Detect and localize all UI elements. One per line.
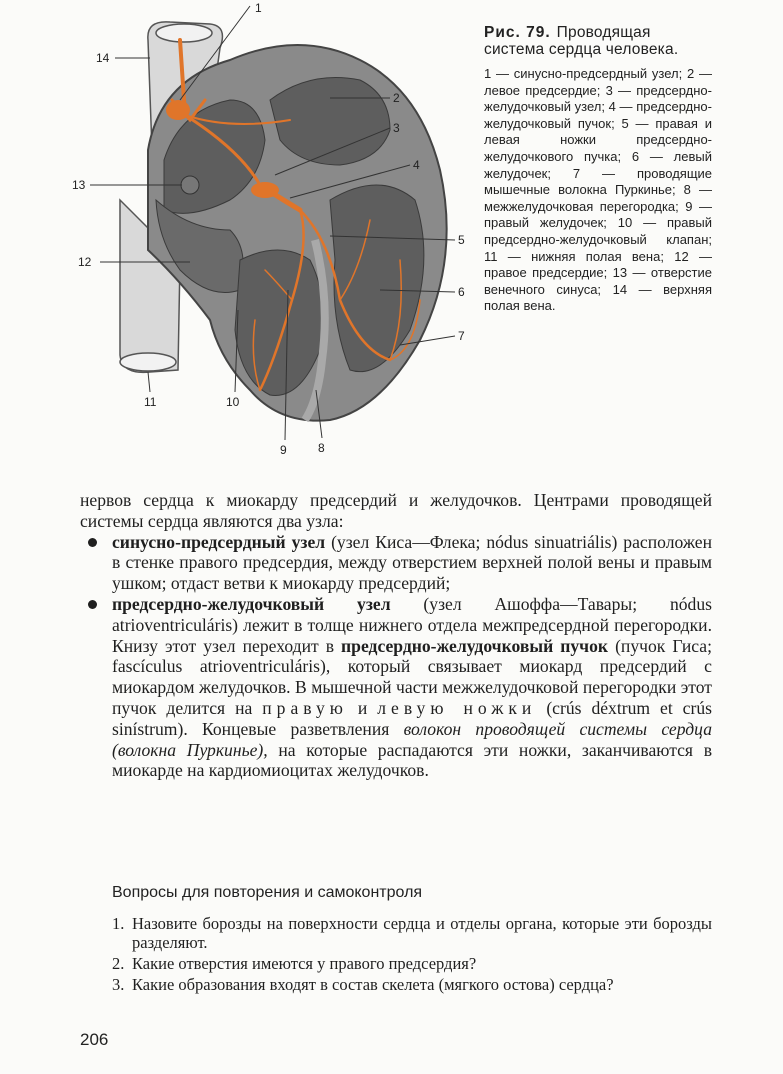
- list-item: [80, 594, 712, 781]
- sinoatrial-description: (узел Киса—Флека; nódus sinuatriális) расположен в стенке правого предсердия, между отверстием верхней полой вены и правым ушком; отдаст ветви к миокарду предсердий;: [112, 531, 712, 594]
- question-text: Какие отверстия имеются у правого предсердия?: [132, 954, 477, 973]
- questions-heading: Вопросы для повторения и самоконтроля: [112, 884, 423, 901]
- figure-label-6: 6: [458, 285, 465, 299]
- bullet-icon: [88, 538, 97, 547]
- figure-label-9: 9: [280, 443, 287, 457]
- figure-label-11: 11: [144, 395, 157, 409]
- av-bundle-description: (пучок Гиса; fascículus atrioventriculáris), который связывает миокард предсердий с миокардом желудочков. В мышечной части межжелудочковой перегородки этот пучок делится на: [112, 635, 712, 718]
- caption-legend: 1 — синусно-предсердный узел; 2 — левое предсердие; 3 — предсердно-желудочковый узел; 4 — предсердно-желудочковый пучок; 5 — правая и левая ножки предсердно-желудочкового пучка; 6 — левый желудочек; 7 — проводящие мышечные волокна Пуркинье; 8 — межжелудочковая перегородка; 9 — правый желудочек; 10 — правый предсердно-желудочковый клапан; 11 — нижняя полая вена; 12 — правое предсердие; 13 — отверстие венечного синуса; 14 — верхняя полая вена.: [484, 66, 712, 314]
- conjunction: и: [347, 697, 378, 718]
- term-av-bundle: предсердно-желудочковый пучок: [341, 635, 609, 656]
- question-number: 2.: [112, 954, 125, 973]
- figure-caption: [484, 24, 712, 315]
- figure-label-7: 7: [458, 329, 465, 343]
- page-number: 206: [80, 1030, 109, 1049]
- figure-label-1: 1: [255, 1, 262, 15]
- av-node-description: (узел Ашоффа—Тавары; nódus atrioventriculáris) лежит в толще нижнего отдела межпредсердной перегородки. Книзу этот узел переходит в: [112, 593, 712, 656]
- bullet-icon: [88, 600, 97, 609]
- figure-label-12: 12: [78, 255, 92, 269]
- spaced-word-left: левую ножки: [377, 697, 537, 718]
- figure-number-labels: [60, 0, 490, 470]
- node-list: [80, 532, 712, 782]
- figure-label-8: 8: [318, 441, 325, 455]
- figure-label-14: 14: [96, 51, 110, 65]
- intro-paragraph: нервов сердца к миокарду предсердий и желудочков. Центрами проводящей системы сердца являются два узла:: [80, 490, 712, 531]
- term-purkinje-fibers: волокон проводящей системы сердца (волокна Пуркинье),: [112, 718, 712, 760]
- figure-label-3: 3: [393, 121, 400, 135]
- list-item: [80, 532, 712, 594]
- caption-title: [484, 24, 712, 58]
- term-sinoatrial-node: синусно-предсердный узел: [112, 531, 326, 552]
- question-text: Назовите борозды на поверхности сердца и отделы органа, которые эти борозды разделяют.: [132, 914, 712, 952]
- spaced-word-right: правую: [262, 697, 348, 718]
- figure-label-4: 4: [413, 158, 420, 172]
- list-item: [80, 954, 712, 973]
- question-number: 3.: [112, 975, 125, 994]
- question-text: Какие образования входят в состав скелета (мягкого остова) сердца?: [132, 975, 614, 994]
- question-number: 1.: [112, 914, 125, 933]
- main-text: [80, 490, 712, 781]
- caption-label: Рис. 79.: [484, 24, 551, 41]
- heart-conduction-figure: [60, 0, 490, 470]
- review-questions: [80, 884, 712, 996]
- questions-list: [80, 914, 712, 994]
- purkinje-description: на которые распадаются эти ножки, заканчиваются в миокарде на кардиомиоцитах желудочков.: [112, 739, 712, 781]
- term-atrioventricular-node: предсердно-желудочковый узел: [112, 593, 391, 614]
- caption-title-text: Проводящая система сердца человека.: [484, 24, 679, 58]
- figure-label-5: 5: [458, 233, 465, 247]
- list-item: [80, 975, 712, 994]
- figure-label-13: 13: [72, 178, 86, 192]
- legs-latin: (crús déxtrum et crús sinístrum). Концевые разветвления: [112, 697, 712, 739]
- list-item: [80, 914, 712, 952]
- figure-label-2: 2: [393, 91, 400, 105]
- figure-label-10: 10: [226, 395, 240, 409]
